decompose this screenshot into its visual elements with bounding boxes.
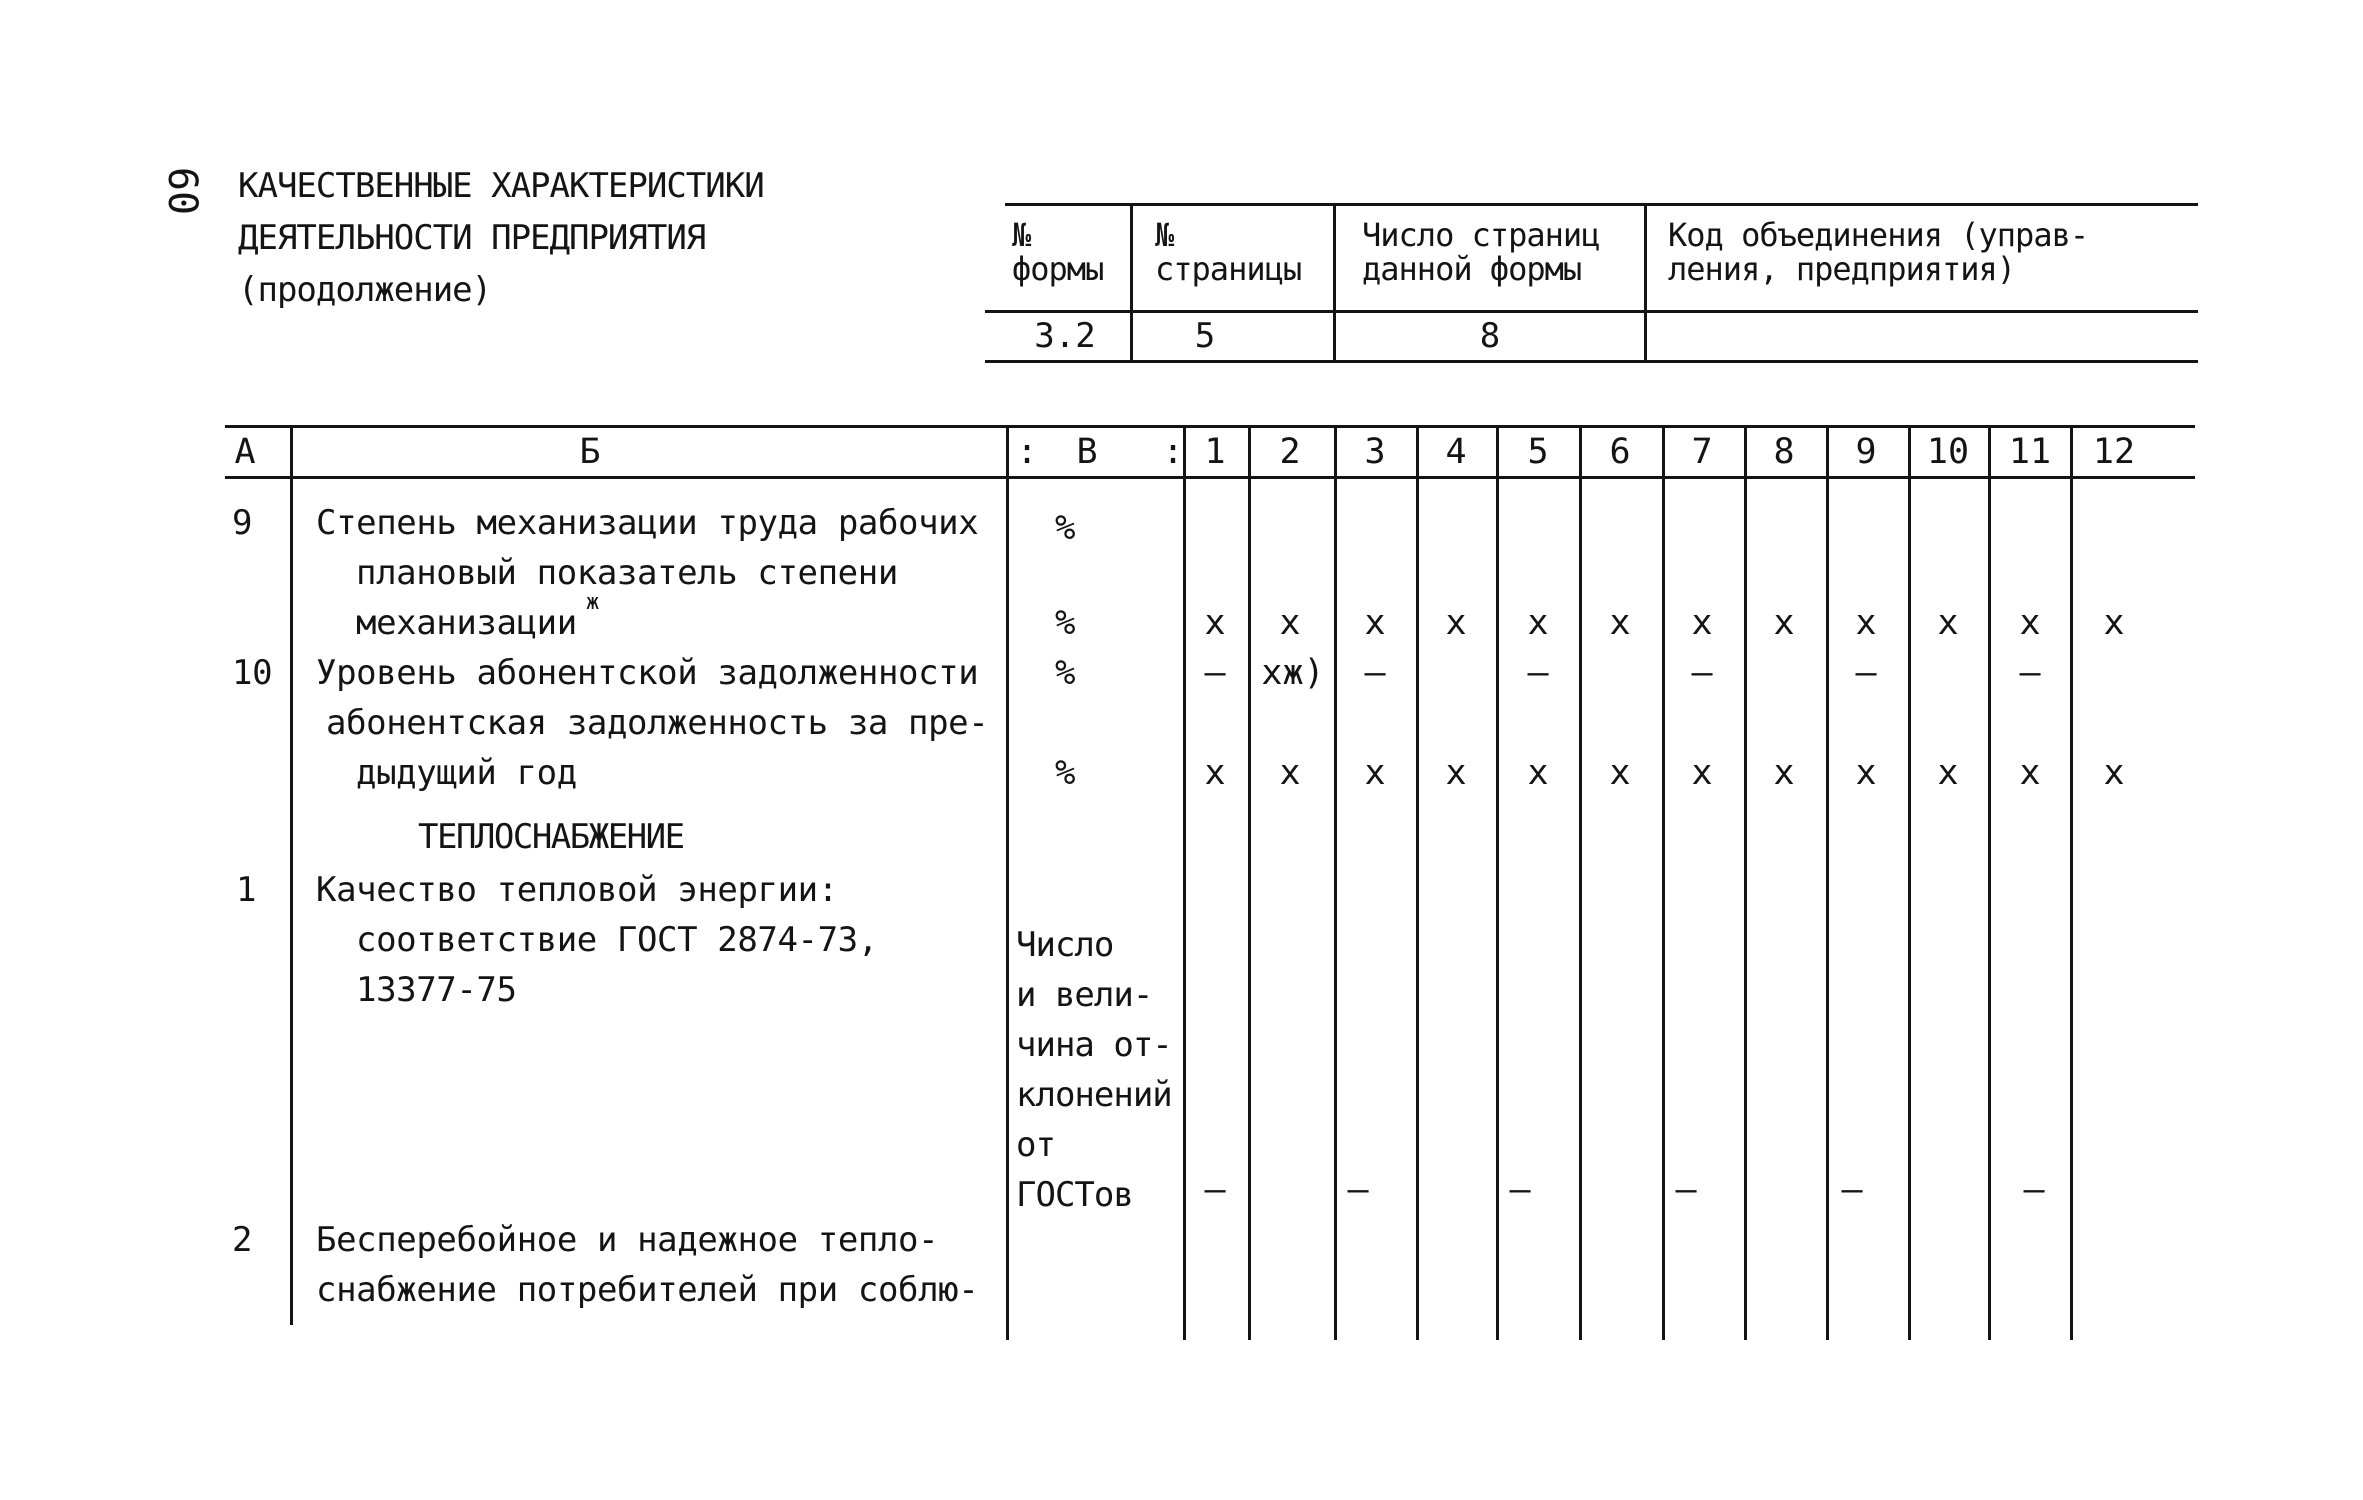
cell-value: – — [2019, 653, 2041, 693]
cell-value: х — [1691, 753, 1713, 793]
column-divider — [1908, 425, 1911, 1340]
meta-header-org-code: Код объединения (управ- ления, предприятия) — [1668, 216, 2089, 288]
column-divider — [1988, 425, 1991, 1340]
row-label: Степень механизации труда рабочих — [316, 503, 979, 543]
col-header-b: Б — [579, 432, 601, 472]
row-number: 2 — [232, 1220, 253, 1260]
col-header-10: 10 — [1926, 432, 1970, 472]
cell-value: х — [1937, 753, 1959, 793]
row-label: Качество тепловой энергии: — [316, 870, 838, 910]
col-header-9: 9 — [1855, 432, 1877, 472]
main-top-rule — [225, 425, 2195, 428]
cell-value: х — [1279, 603, 1301, 643]
cell-value: х — [1527, 603, 1549, 643]
meta-header-page-count: Число страниц данной формы — [1362, 216, 1600, 288]
column-divider — [1006, 425, 1009, 1340]
col-header-v: В — [1076, 432, 1098, 472]
row-label: Уровень абонентской задолженности — [316, 653, 979, 693]
meta-value-page-no: 5 — [1194, 316, 1216, 356]
col-header-colon: : — [1162, 432, 1184, 472]
column-divider — [1744, 425, 1747, 1340]
cell-value: х — [1937, 603, 1959, 643]
column-divider — [1248, 425, 1251, 1340]
cell-value: – — [1204, 653, 1226, 693]
meta-value-form-no: 3.2 — [1034, 316, 1096, 356]
cell-value: х — [1691, 603, 1713, 643]
cell-value: хж) — [1261, 653, 1325, 693]
cell-value: х — [1855, 753, 1877, 793]
meta-divider — [1130, 203, 1133, 360]
cell-value: х — [1855, 603, 1877, 643]
heading-line-2: ДЕЯТЕЛЬНОСТИ ПРЕДПРИЯТИЯ — [238, 218, 706, 258]
row-unit: % — [1055, 753, 1076, 793]
meta-divider — [1333, 203, 1336, 360]
row-label: дыдущий год — [356, 753, 577, 793]
cell-value: х — [1773, 753, 1795, 793]
row-unit: % — [1055, 653, 1076, 693]
row-number: 9 — [232, 503, 253, 543]
document-heading — [238, 160, 764, 316]
cell-value: – — [1509, 1170, 1531, 1210]
section-heading: ТЕПЛОСНАБЖЕНИЕ — [418, 817, 684, 857]
cell-value: х — [1279, 753, 1301, 793]
row-label: Бесперебойное и надежное тепло- — [316, 1220, 939, 1260]
heading-line-3: (продолжение) — [238, 270, 492, 310]
col-header-7: 7 — [1691, 432, 1713, 472]
cell-value: х — [1609, 753, 1631, 793]
cell-value: – — [1675, 1170, 1697, 1210]
footnote-mark: ж — [586, 590, 600, 615]
col-header-a: А — [234, 432, 256, 472]
cell-value: х — [2103, 753, 2125, 793]
meta-header-form-no: № формы — [1012, 216, 1104, 288]
row-label: механизации — [356, 603, 577, 643]
page-number: 60 — [159, 166, 206, 216]
row-number: 10 — [232, 653, 273, 693]
cell-value: – — [1691, 653, 1713, 693]
row-unit: % — [1055, 603, 1076, 643]
col-header-3: 3 — [1364, 432, 1386, 472]
cell-value: х — [1445, 603, 1467, 643]
cell-value: х — [1609, 603, 1631, 643]
cell-value: х — [1364, 603, 1386, 643]
cell-value: – — [1527, 653, 1549, 693]
cell-value: х — [1527, 753, 1549, 793]
cell-value: – — [1855, 653, 1877, 693]
row-label: абонентская задолженность за пре- — [326, 703, 989, 743]
col-header-1: 1 — [1204, 432, 1226, 472]
meta-mid-rule — [985, 310, 2198, 313]
meta-divider — [1644, 203, 1647, 360]
col-header-2: 2 — [1279, 432, 1301, 472]
row-label: снабжение потребителей при соблю- — [316, 1270, 979, 1310]
meta-value-page-count: 8 — [1479, 316, 1501, 356]
meta-header-page-no: № страницы — [1155, 216, 1302, 288]
column-divider — [2070, 425, 2073, 1340]
cell-value: х — [1773, 603, 1795, 643]
cell-value: х — [2019, 753, 2041, 793]
row-label: плановый показатель степени — [356, 553, 898, 593]
cell-value: – — [1204, 1170, 1226, 1210]
row-label: 13377-75 — [356, 970, 517, 1010]
column-divider — [1416, 425, 1419, 1340]
column-divider — [1579, 425, 1582, 1340]
meta-top-rule — [1005, 203, 2198, 206]
col-header-5: 5 — [1527, 432, 1549, 472]
cell-value: х — [2019, 603, 2041, 643]
cell-value: х — [1204, 603, 1226, 643]
column-divider — [290, 425, 293, 1325]
cell-value: – — [1841, 1170, 1863, 1210]
cell-value: – — [1347, 1170, 1369, 1210]
row-unit: Число и вели- чина от- клонений от ГОСТов — [1016, 925, 1172, 1215]
col-header-11: 11 — [2008, 432, 2052, 472]
col-header-8: 8 — [1773, 432, 1795, 472]
row-unit: % — [1055, 508, 1076, 548]
heading-line-1: КАЧЕСТВЕННЫЕ ХАРАКТЕРИСТИКИ — [238, 166, 764, 206]
main-header-rule — [225, 476, 2195, 479]
cell-value: х — [1204, 753, 1226, 793]
cell-value: – — [1364, 653, 1386, 693]
row-number: 1 — [236, 870, 257, 910]
cell-value: х — [2103, 603, 2125, 643]
col-header-4: 4 — [1445, 432, 1467, 472]
cell-value: х — [1445, 753, 1467, 793]
meta-bottom-rule — [985, 360, 2198, 363]
row-label: соответствие ГОСТ 2874-73, — [356, 920, 878, 960]
col-header-12: 12 — [2092, 432, 2136, 472]
col-header-colon: : — [1016, 432, 1038, 472]
cell-value: х — [1364, 753, 1386, 793]
col-header-6: 6 — [1609, 432, 1631, 472]
cell-value: – — [2023, 1170, 2045, 1210]
